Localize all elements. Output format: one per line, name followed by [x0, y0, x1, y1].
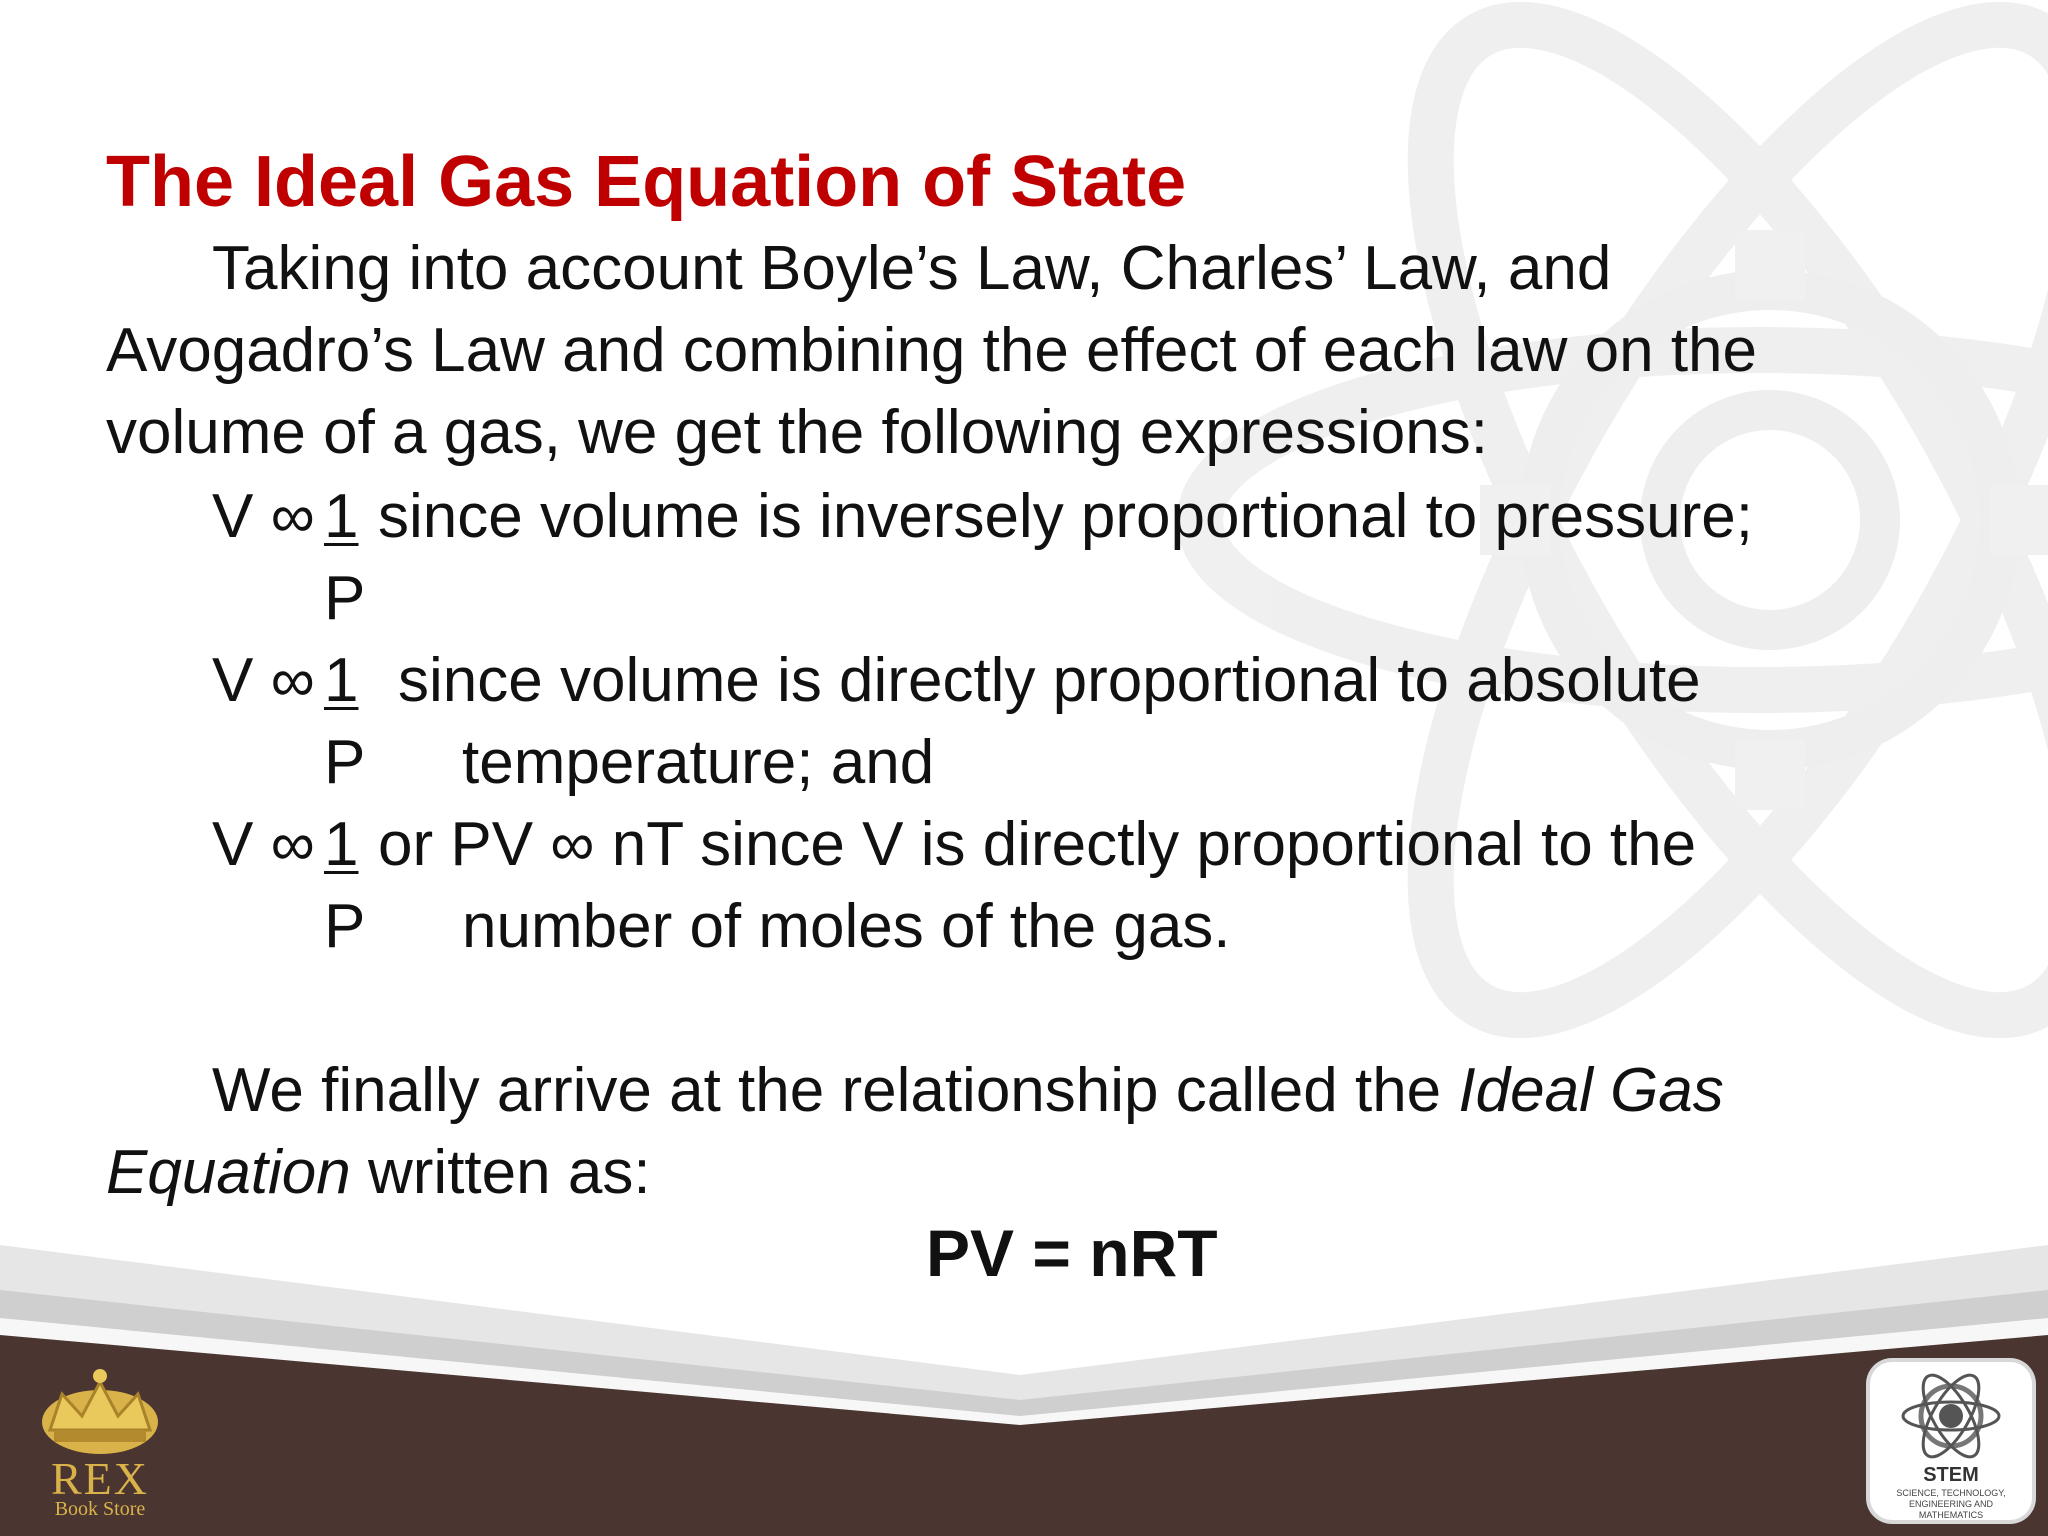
conclusion-line	[106, 1138, 651, 1207]
crown-icon	[20, 1360, 180, 1460]
rex-logo-subtitle: Book Store	[54, 1498, 146, 1520]
conclusion-text: We finally arrive at the relationship called the	[212, 1056, 1442, 1125]
stem-logo	[1870, 1362, 2032, 1520]
intro-line: volume of a gas, we get the following expressions:	[106, 398, 1488, 467]
rex-bookstore-logo	[20, 1360, 180, 1520]
expression-text-continued: number of moles of the gas.	[462, 892, 1231, 961]
expression-denominator: P	[324, 892, 366, 961]
intro-line: Taking into account Boyle’s Law, Charles’ Law, and	[212, 234, 1612, 303]
expression-denominator: P	[324, 728, 366, 797]
slide-title: The Ideal Gas Equation of State	[106, 142, 1187, 222]
ideal-gas-equation: PV = nRT	[926, 1216, 1218, 1290]
expression-numerator: 1	[324, 810, 359, 879]
expression-text: or PV ∞ nT since V is directly proportional to the	[378, 810, 1697, 879]
conclusion-line	[212, 1056, 1724, 1125]
conclusion-italic: Equation	[106, 1138, 351, 1207]
atom-gear-icon	[1870, 1368, 2032, 1468]
stem-logo-name: STEM	[1923, 1464, 1979, 1486]
expression-lhs: V ∞	[212, 646, 315, 715]
expression-text: since volume is directly proportional to absolute	[398, 646, 1701, 715]
expression-lhs: V ∞	[212, 810, 315, 879]
expression-text: since volume is inversely proportional to pressure;	[378, 482, 1753, 551]
rex-logo-name: REX	[51, 1453, 149, 1504]
intro-line: Avogadro’s Law and combining the effect of each law on the	[106, 316, 1758, 385]
expression-text-continued: temperature; and	[462, 728, 935, 797]
expression-numerator: 1	[324, 646, 359, 715]
expression-denominator: P	[324, 564, 366, 633]
expression-numerator: 1	[324, 482, 359, 551]
conclusion-text: written as:	[368, 1138, 651, 1207]
stem-logo-subtitle: SCIENCE, TECHNOLOGY, ENGINEERING AND MATHEMATICS	[1896, 1488, 2006, 1520]
conclusion-italic: Ideal Gas	[1458, 1056, 1724, 1125]
footer-dark-band	[0, 1335, 2048, 1536]
expression-lhs: V ∞	[212, 482, 315, 551]
atom-watermark-icon	[1200, 0, 2048, 1105]
